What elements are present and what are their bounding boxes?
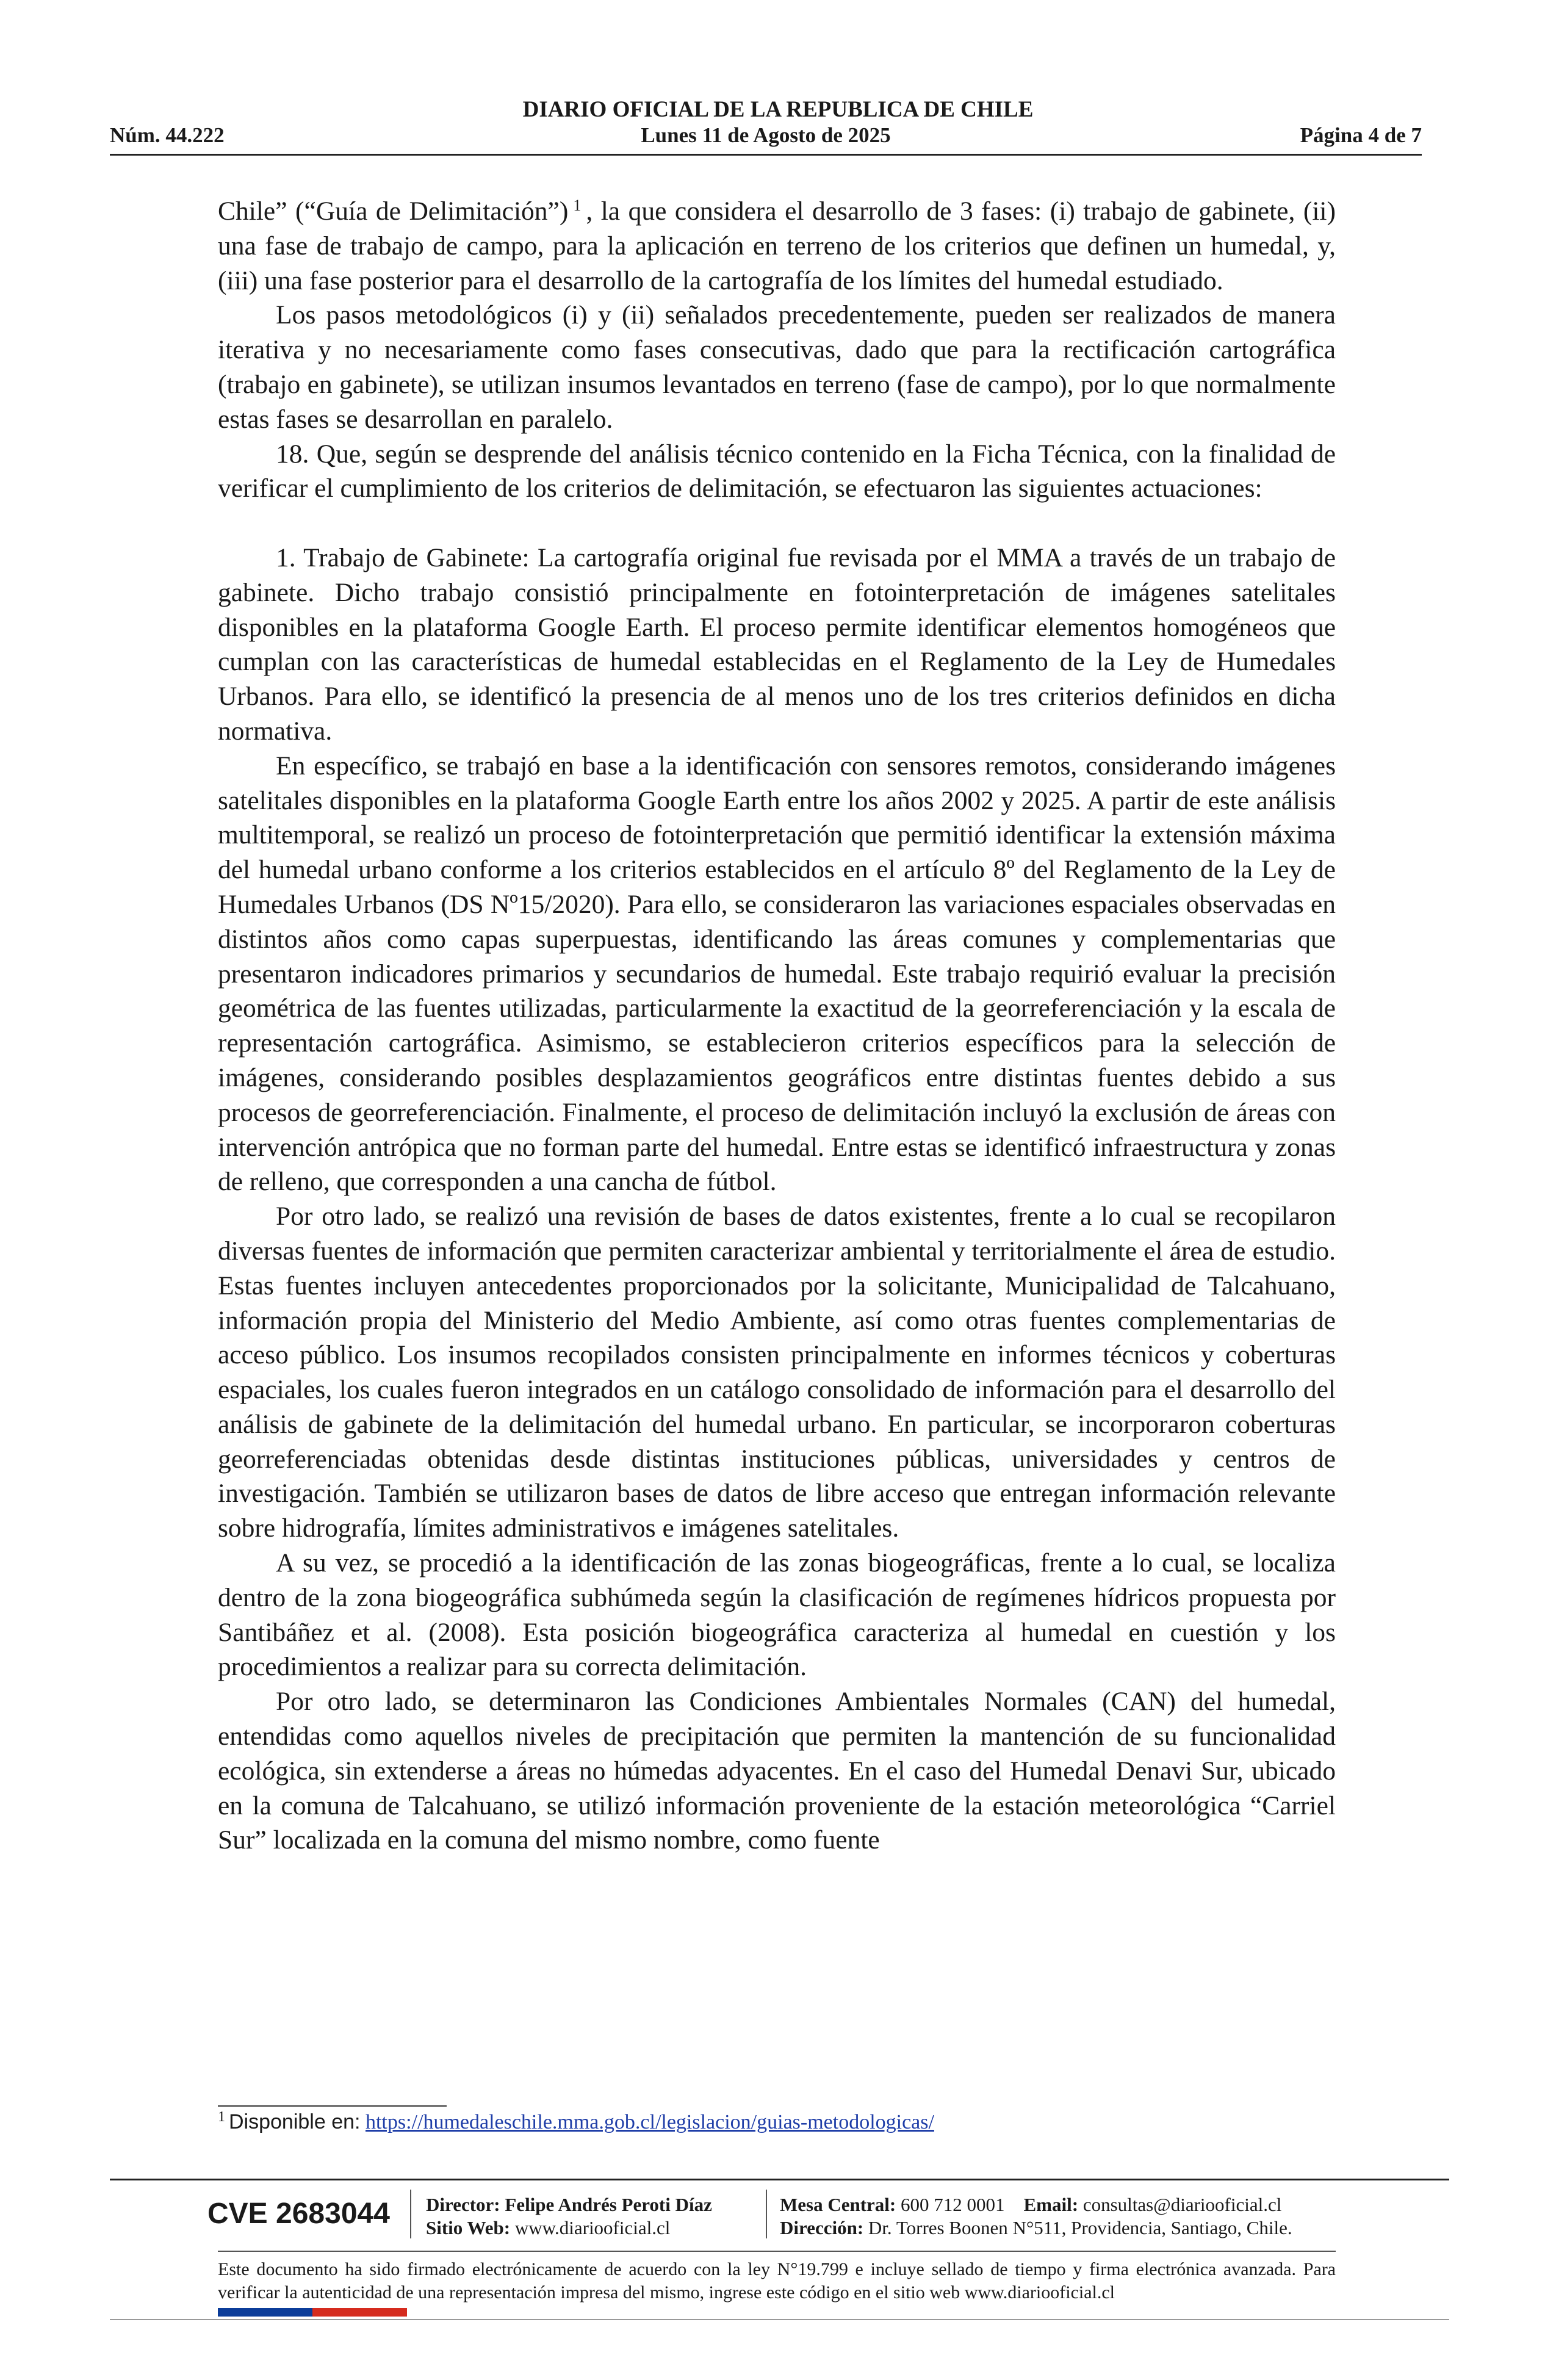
paragraph-3: 18. Que, según se desprende del análisis técnico contenido en la Ficha Técnica, con la finalidad de verificar el cumplimiento de los criterios de delimitación, se efectuaron las siguientes actuaciones:: [218, 439, 1336, 503]
paragraph-7: A su vez, se procedió a la identificación de las zonas biogeográficas, frente a lo cual, se localiza dentro de la zona biogeográfica subhúmeda según la clasificación de regímenes hídricos propuesta por Santibáñez et al. (2008). Esta posición biogeográfica caracteriza al humedal en cuestión y los procedimientos a realizar para su correcta delimitación.: [218, 1548, 1336, 1682]
footnote-divider: [218, 2105, 447, 2107]
newspaper-title: DIARIO OFICIAL DE LA REPUBLICA DE CHILE: [522, 97, 1034, 122]
footer-separator: [766, 2190, 767, 2238]
director-name: Felipe Andrés Peroti Díaz: [505, 2194, 712, 2215]
footnote-label: Disponible en:: [229, 2110, 361, 2133]
page-number: Página 4 de 7: [1300, 123, 1422, 147]
issue-number: Núm. 44.222: [110, 123, 225, 147]
signature-disclaimer: Este documento ha sido firmado electrónicamente de acuerdo con la ley N°19.799 e incluye sellado de tiempo y firma electrónica avanzada. Para verificar la autenticidad de una representación impresa del mismo, ingrese este código en el sitio web www.diariooficial.cl: [218, 2259, 1336, 2302]
flag-stripe-blue: [218, 2308, 312, 2317]
document-body: [218, 194, 1336, 1858]
paragraph-8: Por otro lado, se determinaron las Condiciones Ambientales Normales (CAN) del humedal, entendidas como aquellos niveles de precipitación que permiten la mantención de su funcionalidad ecológica, sin extenderse a áreas no húmedas adyacentes. En el caso del Humedal Denavi Sur, ubicado en la comuna de Talcahuano, se utilizó información proveniente de la estación meteorológica “Carriel Sur” localizada en la comuna del mismo nombre, como fuente: [218, 1687, 1336, 1855]
website[interactable]: www.diariooficial.cl: [514, 2217, 671, 2238]
footer-director-block: Director: Felipe Andrés Peroti Díaz Sitio Web: www.diariooficial.cl: [426, 2194, 712, 2238]
footer-divider: [110, 2179, 1449, 2180]
cve-code: CVE 2683044: [207, 2198, 390, 2230]
header-divider: [110, 154, 1422, 156]
footnote-number: 1: [218, 2108, 225, 2125]
paragraph-4: 1. Trabajo de Gabinete: La cartografía original fue revisada por el MMA a través de un trabajo de gabinete. Dicho trabajo consistió principalmente en fotointerpretación de imágenes satelitales disponibles en la plataforma Google Earth. El proceso permite identificar elementos homogéneos que cumplan con las características de humedal establecidas en el Reglamento de la Ley de Humedales Urbanos. Para ello, se identificó la presencia de al menos uno de los tres criterios definidos en dicha normativa.: [218, 543, 1336, 746]
footer-divider-2: [218, 2251, 1336, 2252]
email-address[interactable]: consultas@diariooficial.cl: [1082, 2194, 1282, 2215]
paragraph-5: En específico, se trabajó en base a la identificación con sensores remotos, considerando imágenes satelitales disponibles en la plataforma Google Earth entre los años 2002 y 2025. A partir de este análisis multitemporal, se realizó un proceso de fotointerpretación que permitió identificar la extensión máxima del humedal urbano conforme a los criterios establecidos en el artículo 8º del Reglamento de la Ley de Humedales Urbanos (DS Nº15/2020). Para ello, se consideraron las variaciones espaciales observadas en distintos años como capas superpuestas, identificando las áreas comunes y complementarias que presentaron indicadores primarios y secundarios de humedal. Este trabajo requirió evaluar la precisión geométrica de las fuentes utilizadas, particularmente la exactitud de la georreferenciación y la escala de representación cartográfica. Asimismo, se establecieron criterios específicos para la selección de imágenes, considerando posibles desplazamientos geográficos entre distintas fuentes debido a sus procesos de georreferenciación. Finalmente, el proceso de delimitación incluyó la exclusión de áreas con intervención antrópica que no forman parte del humedal. Entre estas se identificó infraestructura y zonas de relleno, que corresponden a una cancha de fútbol.: [218, 751, 1336, 1197]
flag-stripe-red: [312, 2308, 407, 2317]
paragraph-1: Chile” (“Guía de Delimitación”) $^1$ , la que considera el desarrollo de 3 fases: (i) trabajo de gabinete, (ii) una fase de trabajo de campo, para la aplicación en terreno de los criterios que definen un humedal, y,(iii) una fase posterior para el desarrollo de la cartografía de los límites del humedal estudiado.: [218, 196, 1336, 295]
paragraph-6: Por otro lado, se realizó una revisión de bases de datos existentes, frente a lo cual se recopilaron diversas fuentes de información que permiten caracterizar ambiental y territorialmente el área de estudio. Estas fuentes incluyen antecedentes proporcionados por la solicitante, Municipalidad de Talcahuano, información propia del Ministerio del Medio Ambiente, así como otras fuentes complementarias de acceso público. Los insumos recopilados consisten principalmente en informes técnicos y coberturas espaciales, los cuales fueron integrados en un catálogo consolidado de información para el desarrollo del análisis de gabinete de la delimitación del humedal urbano. En particular, se incorporaron coberturas georreferenciadas obtenidas desde distintas instituciones públicas, universidades y centros de investigación. También se utilizaron bases de datos de libre acceso que entregan información relevante sobre hidrografía, límites administrativos e imágenes satelitales.: [218, 1202, 1336, 1543]
footnote-link[interactable]: https://humedaleschile.mma.gob.cl/legislacion/guias-metodologicas/: [365, 2111, 934, 2133]
bottom-divider: [110, 2319, 1449, 2320]
footer-separator: [410, 2190, 411, 2238]
footer-contact-block: Mesa Central: 600 712 0001 Email: consultas@diariooficial.cl Dirección: Dr. Torres Boonen N°511, Providencia, Santiago, Chile.: [780, 2194, 1292, 2238]
publication-date: Lunes 11 de Agosto de 2025: [641, 123, 891, 147]
phone-number: 600 712 0001: [901, 2194, 1005, 2215]
footnote: [218, 2108, 934, 2136]
footnote-reference[interactable]: 1: [573, 196, 582, 214]
paragraph-2: Los pasos metodológicos (i) y (ii) señalados precedentemente, pueden ser realizados de manera iterativa y no necesariamente como fases consecutivas, dado que para la rectificación cartográfica (trabajo en gabinete), se utilizan insumos levantados en terreno (fase de campo), por lo que normalmente estas fases se desarrollan en paralelo.: [218, 300, 1336, 434]
header-row: [110, 122, 1422, 149]
address: Dr. Torres Boonen N°511, Providencia, Santiago, Chile.: [868, 2217, 1292, 2238]
